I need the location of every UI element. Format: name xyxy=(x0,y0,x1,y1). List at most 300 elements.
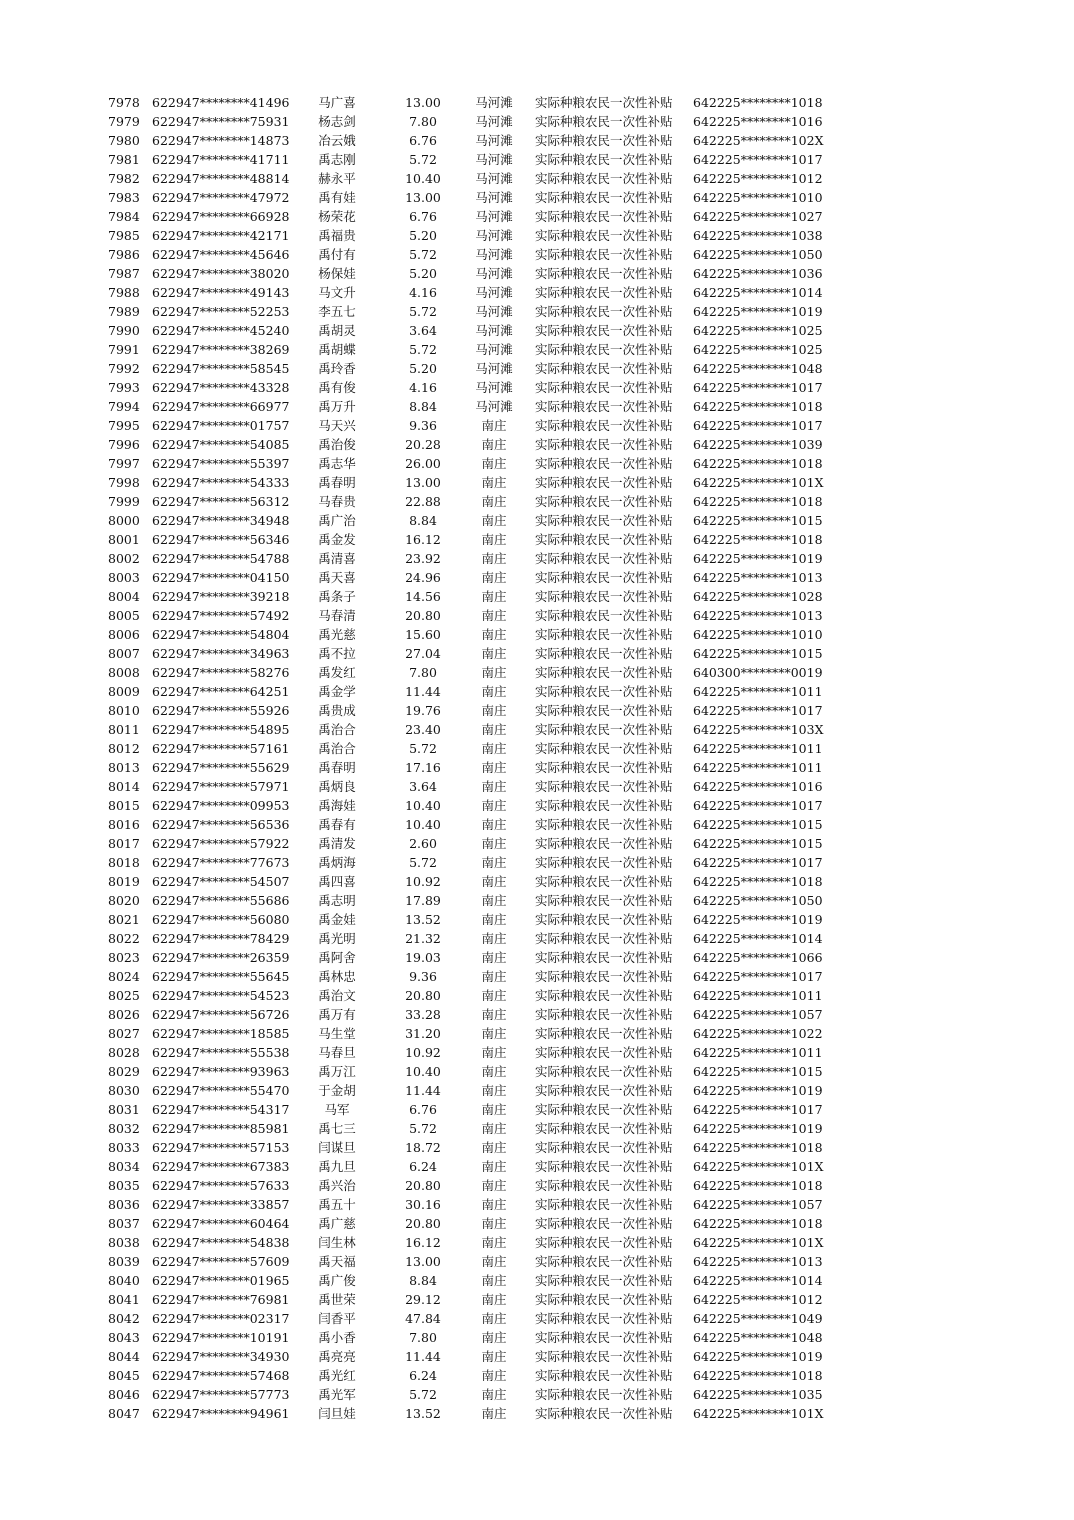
row-number-cell: 8017 xyxy=(108,836,140,851)
farmer-name-cell: 禹春明 xyxy=(318,475,356,490)
row-number-cell: 7993 xyxy=(108,380,140,395)
subsidy-amount-cell: 2.60 xyxy=(409,836,437,851)
village-cell: 南庄 xyxy=(481,1045,507,1060)
row-number-cell: 8009 xyxy=(108,684,140,699)
village-cell: 马河滩 xyxy=(475,304,513,319)
subsidy-type-cell: 实际种粮农民一次性补贴 xyxy=(535,912,673,927)
subsidy-amount-cell: 3.64 xyxy=(409,779,437,794)
id-number-cell: 642225********1019 xyxy=(693,1121,823,1136)
farmer-name-cell: 禹胡灵 xyxy=(318,323,356,338)
subsidy-amount-cell: 20.80 xyxy=(405,1216,441,1231)
farmer-name-cell: 闫谋旦 xyxy=(318,1140,356,1155)
subsidy-amount-cell: 11.44 xyxy=(405,1349,441,1364)
subsidy-amount-cell: 5.72 xyxy=(409,741,437,756)
village-cell: 南庄 xyxy=(481,1026,507,1041)
subsidy-amount-cell: 13.00 xyxy=(405,1254,441,1269)
row-number-cell: 8019 xyxy=(108,874,140,889)
bank-card-cell: 622947********57161 xyxy=(152,741,290,756)
subsidy-type-cell: 实际种粮农民一次性补贴 xyxy=(535,399,673,414)
subsidy-amount-cell: 10.40 xyxy=(405,1064,441,1079)
farmer-name-cell: 禹有娃 xyxy=(318,190,356,205)
subsidy-amount-cell: 7.80 xyxy=(409,1330,437,1345)
table-row xyxy=(0,1385,1074,1404)
table-row xyxy=(0,359,1074,378)
row-number-cell: 8031 xyxy=(108,1102,140,1117)
subsidy-type-cell: 实际种粮农民一次性补贴 xyxy=(535,323,673,338)
row-number-cell: 8033 xyxy=(108,1140,140,1155)
subsidy-amount-cell: 5.72 xyxy=(409,304,437,319)
bank-card-cell: 622947********75931 xyxy=(152,114,290,129)
bank-card-cell: 622947********57922 xyxy=(152,836,290,851)
bank-card-cell: 622947********34930 xyxy=(152,1349,290,1364)
bank-card-cell: 622947********55470 xyxy=(152,1083,290,1098)
village-cell: 马河滩 xyxy=(475,266,513,281)
bank-card-cell: 622947********34948 xyxy=(152,513,290,528)
row-number-cell: 8044 xyxy=(108,1349,140,1364)
id-number-cell: 642225********1014 xyxy=(693,285,823,300)
subsidy-type-cell: 实际种粮农民一次性补贴 xyxy=(535,1292,673,1307)
id-number-cell: 642225********1018 xyxy=(693,1178,823,1193)
bank-card-cell: 622947********57609 xyxy=(152,1254,290,1269)
row-number-cell: 8038 xyxy=(108,1235,140,1250)
bank-card-cell: 622947********01757 xyxy=(152,418,290,433)
row-number-cell: 8041 xyxy=(108,1292,140,1307)
bank-card-cell: 622947********43328 xyxy=(152,380,290,395)
village-cell: 马河滩 xyxy=(475,380,513,395)
farmer-name-cell: 禹七三 xyxy=(318,1121,356,1136)
farmer-name-cell: 禹胡蝶 xyxy=(318,342,356,357)
table-row xyxy=(0,1233,1074,1252)
id-number-cell: 642225********1018 xyxy=(693,874,823,889)
subsidy-type-cell: 实际种粮农民一次性补贴 xyxy=(535,342,673,357)
village-cell: 马河滩 xyxy=(475,342,513,357)
row-number-cell: 7999 xyxy=(108,494,140,509)
bank-card-cell: 622947********55645 xyxy=(152,969,290,984)
table-row xyxy=(0,378,1074,397)
table-row xyxy=(0,1271,1074,1290)
subsidy-type-cell: 实际种粮农民一次性补贴 xyxy=(535,1064,673,1079)
table-row xyxy=(0,340,1074,359)
id-number-cell: 642225********1019 xyxy=(693,304,823,319)
id-number-cell: 642225********1050 xyxy=(693,893,823,908)
subsidy-type-cell: 实际种粮农民一次性补贴 xyxy=(535,1178,673,1193)
id-number-cell: 642225********1057 xyxy=(693,1197,823,1212)
subsidy-amount-cell: 29.12 xyxy=(405,1292,441,1307)
farmer-name-cell: 禹志刚 xyxy=(318,152,356,167)
farmer-name-cell: 禹广治 xyxy=(318,513,356,528)
bank-card-cell: 622947********39218 xyxy=(152,589,290,604)
farmer-name-cell: 冶云娥 xyxy=(318,133,356,148)
subsidy-amount-cell: 10.40 xyxy=(405,171,441,186)
farmer-name-cell: 马春贵 xyxy=(318,494,356,509)
table-row xyxy=(0,1404,1074,1423)
bank-card-cell: 622947********48814 xyxy=(152,171,290,186)
farmer-name-cell: 禹光红 xyxy=(318,1368,356,1383)
table-row xyxy=(0,910,1074,929)
subsidy-amount-cell: 6.76 xyxy=(409,133,437,148)
farmer-name-cell: 禹条子 xyxy=(318,589,356,604)
table-row xyxy=(0,511,1074,530)
subsidy-amount-cell: 6.76 xyxy=(409,1102,437,1117)
village-cell: 马河滩 xyxy=(475,171,513,186)
row-number-cell: 8002 xyxy=(108,551,140,566)
row-number-cell: 8000 xyxy=(108,513,140,528)
table-row xyxy=(0,1081,1074,1100)
table-row xyxy=(0,1062,1074,1081)
village-cell: 马河滩 xyxy=(475,285,513,300)
subsidy-amount-cell: 6.24 xyxy=(409,1159,437,1174)
id-number-cell: 642225********1010 xyxy=(693,627,823,642)
table-row xyxy=(0,1252,1074,1271)
farmer-name-cell: 杨保娃 xyxy=(318,266,356,281)
subsidy-amount-cell: 5.72 xyxy=(409,342,437,357)
bank-card-cell: 622947********42171 xyxy=(152,228,290,243)
id-number-cell: 642225********1019 xyxy=(693,1083,823,1098)
table-row xyxy=(0,302,1074,321)
row-number-cell: 7986 xyxy=(108,247,140,262)
village-cell: 南庄 xyxy=(481,475,507,490)
subsidy-amount-cell: 11.44 xyxy=(405,684,441,699)
village-cell: 南庄 xyxy=(481,1235,507,1250)
subsidy-amount-cell: 17.16 xyxy=(405,760,441,775)
village-cell: 南庄 xyxy=(481,950,507,965)
subsidy-type-cell: 实际种粮农民一次性补贴 xyxy=(535,1349,673,1364)
farmer-name-cell: 禹兴治 xyxy=(318,1178,356,1193)
table-row xyxy=(0,701,1074,720)
table-row xyxy=(0,720,1074,739)
id-number-cell: 642225********1019 xyxy=(693,551,823,566)
village-cell: 南庄 xyxy=(481,684,507,699)
subsidy-type-cell: 实际种粮农民一次性补贴 xyxy=(535,817,673,832)
row-number-cell: 7985 xyxy=(108,228,140,243)
row-number-cell: 8025 xyxy=(108,988,140,1003)
id-number-cell: 642225********103X xyxy=(693,722,824,737)
table-row xyxy=(0,587,1074,606)
id-number-cell: 642225********1018 xyxy=(693,1216,823,1231)
farmer-name-cell: 禹五十 xyxy=(318,1197,356,1212)
table-row xyxy=(0,131,1074,150)
farmer-name-cell: 禹万有 xyxy=(318,1007,356,1022)
subsidy-type-cell: 实际种粮农民一次性补贴 xyxy=(535,494,673,509)
row-number-cell: 8045 xyxy=(108,1368,140,1383)
bank-card-cell: 622947********33857 xyxy=(152,1197,290,1212)
bank-card-cell: 622947********67383 xyxy=(152,1159,290,1174)
village-cell: 南庄 xyxy=(481,1254,507,1269)
subsidy-type-cell: 实际种粮农民一次性补贴 xyxy=(535,1140,673,1155)
row-number-cell: 7988 xyxy=(108,285,140,300)
bank-card-cell: 622947********45240 xyxy=(152,323,290,338)
subsidy-type-cell: 实际种粮农民一次性补贴 xyxy=(535,608,673,623)
table-row xyxy=(0,530,1074,549)
village-cell: 南庄 xyxy=(481,1216,507,1231)
row-number-cell: 7984 xyxy=(108,209,140,224)
id-number-cell: 642225********101X xyxy=(693,1159,824,1174)
bank-card-cell: 622947********85981 xyxy=(152,1121,290,1136)
table-row xyxy=(0,454,1074,473)
bank-card-cell: 622947********26359 xyxy=(152,950,290,965)
village-cell: 南庄 xyxy=(481,817,507,832)
table-row xyxy=(0,929,1074,948)
table-row xyxy=(0,682,1074,701)
row-number-cell: 8043 xyxy=(108,1330,140,1345)
subsidy-amount-cell: 4.16 xyxy=(409,285,437,300)
farmer-name-cell: 禹玲香 xyxy=(318,361,356,376)
id-number-cell: 640300********0019 xyxy=(693,665,823,680)
farmer-name-cell: 赫永平 xyxy=(318,171,356,186)
village-cell: 南庄 xyxy=(481,437,507,452)
subsidy-type-cell: 实际种粮农民一次性补贴 xyxy=(535,190,673,205)
bank-card-cell: 622947********60464 xyxy=(152,1216,290,1231)
bank-card-cell: 622947********64251 xyxy=(152,684,290,699)
bank-card-cell: 622947********57633 xyxy=(152,1178,290,1193)
farmer-name-cell: 禹阿舍 xyxy=(318,950,356,965)
row-number-cell: 7987 xyxy=(108,266,140,281)
id-number-cell: 642225********1017 xyxy=(693,855,823,870)
subsidy-amount-cell: 31.20 xyxy=(405,1026,441,1041)
farmer-name-cell: 禹不拉 xyxy=(318,646,356,661)
table-row xyxy=(0,1366,1074,1385)
bank-card-cell: 622947********58276 xyxy=(152,665,290,680)
table-row xyxy=(0,93,1074,112)
village-cell: 南庄 xyxy=(481,1330,507,1345)
village-cell: 马河滩 xyxy=(475,133,513,148)
row-number-cell: 8020 xyxy=(108,893,140,908)
id-number-cell: 642225********1028 xyxy=(693,589,823,604)
subsidy-type-cell: 实际种粮农民一次性补贴 xyxy=(535,722,673,737)
subsidy-amount-cell: 10.92 xyxy=(405,1045,441,1060)
table-row xyxy=(0,1138,1074,1157)
subsidy-type-cell: 实际种粮农民一次性补贴 xyxy=(535,1102,673,1117)
row-number-cell: 8037 xyxy=(108,1216,140,1231)
id-number-cell: 642225********1035 xyxy=(693,1387,823,1402)
row-number-cell: 8035 xyxy=(108,1178,140,1193)
subsidy-type-cell: 实际种粮农民一次性补贴 xyxy=(535,1216,673,1231)
bank-card-cell: 622947********56346 xyxy=(152,532,290,547)
row-number-cell: 7980 xyxy=(108,133,140,148)
farmer-name-cell: 禹林忠 xyxy=(318,969,356,984)
row-number-cell: 8001 xyxy=(108,532,140,547)
row-number-cell: 8047 xyxy=(108,1406,140,1421)
id-number-cell: 642225********1015 xyxy=(693,836,823,851)
bank-card-cell: 622947********54895 xyxy=(152,722,290,737)
farmer-name-cell: 禹海娃 xyxy=(318,798,356,813)
farmer-name-cell: 禹治文 xyxy=(318,988,356,1003)
bank-card-cell: 622947********41496 xyxy=(152,95,290,110)
row-number-cell: 8021 xyxy=(108,912,140,927)
bank-card-cell: 622947********54333 xyxy=(152,475,290,490)
subsidy-amount-cell: 5.72 xyxy=(409,855,437,870)
row-number-cell: 8026 xyxy=(108,1007,140,1022)
village-cell: 南庄 xyxy=(481,969,507,984)
subsidy-type-cell: 实际种粮农民一次性补贴 xyxy=(535,475,673,490)
village-cell: 南庄 xyxy=(481,589,507,604)
bank-card-cell: 622947********04150 xyxy=(152,570,290,585)
bank-card-cell: 622947********56080 xyxy=(152,912,290,927)
id-number-cell: 642225********1018 xyxy=(693,1140,823,1155)
village-cell: 马河滩 xyxy=(475,323,513,338)
farmer-name-cell: 禹天喜 xyxy=(318,570,356,585)
subsidy-amount-cell: 17.89 xyxy=(405,893,441,908)
row-number-cell: 7983 xyxy=(108,190,140,205)
row-number-cell: 8039 xyxy=(108,1254,140,1269)
subsidy-amount-cell: 8.84 xyxy=(409,1273,437,1288)
id-number-cell: 642225********1049 xyxy=(693,1311,823,1326)
subsidy-type-cell: 实际种粮农民一次性补贴 xyxy=(535,1387,673,1402)
id-number-cell: 642225********1011 xyxy=(693,684,823,699)
table-row xyxy=(0,815,1074,834)
village-cell: 南庄 xyxy=(481,532,507,547)
subsidy-type-cell: 实际种粮农民一次性补贴 xyxy=(535,304,673,319)
bank-card-cell: 622947********49143 xyxy=(152,285,290,300)
farmer-name-cell: 禹春有 xyxy=(318,817,356,832)
id-number-cell: 642225********1050 xyxy=(693,247,823,262)
village-cell: 南庄 xyxy=(481,1273,507,1288)
farmer-name-cell: 禹天福 xyxy=(318,1254,356,1269)
subsidy-amount-cell: 20.80 xyxy=(405,1178,441,1193)
row-number-cell: 8012 xyxy=(108,741,140,756)
id-number-cell: 642225********1011 xyxy=(693,741,823,756)
table-row xyxy=(0,872,1074,891)
table-row xyxy=(0,112,1074,131)
village-cell: 南庄 xyxy=(481,1083,507,1098)
subsidy-amount-cell: 5.20 xyxy=(409,266,437,281)
row-number-cell: 8007 xyxy=(108,646,140,661)
farmer-name-cell: 禹志明 xyxy=(318,893,356,908)
row-number-cell: 8016 xyxy=(108,817,140,832)
table-row xyxy=(0,568,1074,587)
farmer-name-cell: 马文升 xyxy=(318,285,356,300)
village-cell: 南庄 xyxy=(481,646,507,661)
farmer-name-cell: 禹治俊 xyxy=(318,437,356,452)
id-number-cell: 642225********1015 xyxy=(693,1064,823,1079)
table-row xyxy=(0,777,1074,796)
table-row xyxy=(0,473,1074,492)
village-cell: 南庄 xyxy=(481,1368,507,1383)
table-row xyxy=(0,967,1074,986)
subsidy-amount-cell: 5.72 xyxy=(409,247,437,262)
subsidy-type-cell: 实际种粮农民一次性补贴 xyxy=(535,513,673,528)
id-number-cell: 642225********1039 xyxy=(693,437,823,452)
subsidy-amount-cell: 13.00 xyxy=(405,475,441,490)
subsidy-type-cell: 实际种粮农民一次性补贴 xyxy=(535,988,673,1003)
subsidy-amount-cell: 20.28 xyxy=(405,437,441,452)
bank-card-cell: 622947********55629 xyxy=(152,760,290,775)
village-cell: 马河滩 xyxy=(475,247,513,262)
bank-card-cell: 622947********55926 xyxy=(152,703,290,718)
table-row xyxy=(0,625,1074,644)
village-cell: 南庄 xyxy=(481,513,507,528)
subsidy-type-cell: 实际种粮农民一次性补贴 xyxy=(535,361,673,376)
farmer-name-cell: 闫香平 xyxy=(318,1311,356,1326)
subsidy-table xyxy=(0,93,1074,1423)
subsidy-type-cell: 实际种粮农民一次性补贴 xyxy=(535,1254,673,1269)
bank-card-cell: 622947********93963 xyxy=(152,1064,290,1079)
subsidy-type-cell: 实际种粮农民一次性补贴 xyxy=(535,665,673,680)
table-row xyxy=(0,986,1074,1005)
subsidy-amount-cell: 4.16 xyxy=(409,380,437,395)
table-row xyxy=(0,891,1074,910)
bank-card-cell: 622947********58545 xyxy=(152,361,290,376)
id-number-cell: 642225********101X xyxy=(693,475,824,490)
subsidy-amount-cell: 9.36 xyxy=(409,969,437,984)
bank-card-cell: 622947********55686 xyxy=(152,893,290,908)
subsidy-amount-cell: 9.36 xyxy=(409,418,437,433)
subsidy-type-cell: 实际种粮农民一次性补贴 xyxy=(535,893,673,908)
village-cell: 南庄 xyxy=(481,1311,507,1326)
row-number-cell: 7994 xyxy=(108,399,140,414)
row-number-cell: 8004 xyxy=(108,589,140,604)
id-number-cell: 642225********1066 xyxy=(693,950,823,965)
table-row xyxy=(0,1043,1074,1062)
id-number-cell: 642225********1012 xyxy=(693,1292,823,1307)
subsidy-amount-cell: 6.76 xyxy=(409,209,437,224)
subsidy-amount-cell: 26.00 xyxy=(405,456,441,471)
id-number-cell: 642225********101X xyxy=(693,1235,824,1250)
row-number-cell: 7978 xyxy=(108,95,140,110)
subsidy-type-cell: 实际种粮农民一次性补贴 xyxy=(535,171,673,186)
table-row xyxy=(0,169,1074,188)
subsidy-amount-cell: 16.12 xyxy=(405,532,441,547)
table-row xyxy=(0,1024,1074,1043)
subsidy-type-cell: 实际种粮农民一次性补贴 xyxy=(535,798,673,813)
id-number-cell: 642225********1015 xyxy=(693,513,823,528)
village-cell: 南庄 xyxy=(481,893,507,908)
subsidy-type-cell: 实际种粮农民一次性补贴 xyxy=(535,1083,673,1098)
id-number-cell: 642225********1048 xyxy=(693,1330,823,1345)
subsidy-type-cell: 实际种粮农民一次性补贴 xyxy=(535,1159,673,1174)
village-cell: 南庄 xyxy=(481,1064,507,1079)
id-number-cell: 642225********1015 xyxy=(693,646,823,661)
subsidy-amount-cell: 15.60 xyxy=(405,627,441,642)
subsidy-amount-cell: 30.16 xyxy=(405,1197,441,1212)
id-number-cell: 642225********1014 xyxy=(693,931,823,946)
bank-card-cell: 622947********77673 xyxy=(152,855,290,870)
row-number-cell: 8032 xyxy=(108,1121,140,1136)
village-cell: 马河滩 xyxy=(475,228,513,243)
table-row xyxy=(0,644,1074,663)
bank-card-cell: 622947********66928 xyxy=(152,209,290,224)
id-number-cell: 642225********1027 xyxy=(693,209,823,224)
farmer-name-cell: 禹福贵 xyxy=(318,228,356,243)
village-cell: 南庄 xyxy=(481,1406,507,1421)
subsidy-type-cell: 实际种粮农民一次性补贴 xyxy=(535,1235,673,1250)
village-cell: 南庄 xyxy=(481,988,507,1003)
village-cell: 南庄 xyxy=(481,703,507,718)
farmer-name-cell: 禹清发 xyxy=(318,836,356,851)
row-number-cell: 8011 xyxy=(108,722,140,737)
subsidy-amount-cell: 19.76 xyxy=(405,703,441,718)
row-number-cell: 8022 xyxy=(108,931,140,946)
subsidy-amount-cell: 20.80 xyxy=(405,988,441,1003)
village-cell: 南庄 xyxy=(481,874,507,889)
bank-card-cell: 622947********02317 xyxy=(152,1311,290,1326)
table-row xyxy=(0,1290,1074,1309)
village-cell: 马河滩 xyxy=(475,361,513,376)
subsidy-amount-cell: 3.64 xyxy=(409,323,437,338)
subsidy-type-cell: 实际种粮农民一次性补贴 xyxy=(535,209,673,224)
table-row xyxy=(0,1157,1074,1176)
row-number-cell: 7996 xyxy=(108,437,140,452)
village-cell: 南庄 xyxy=(481,608,507,623)
village-cell: 南庄 xyxy=(481,855,507,870)
farmer-name-cell: 禹九旦 xyxy=(318,1159,356,1174)
farmer-name-cell: 禹小香 xyxy=(318,1330,356,1345)
id-number-cell: 642225********101X xyxy=(693,1406,824,1421)
bank-card-cell: 622947********54838 xyxy=(152,1235,290,1250)
table-row xyxy=(0,834,1074,853)
row-number-cell: 7990 xyxy=(108,323,140,338)
bank-card-cell: 622947********54085 xyxy=(152,437,290,452)
